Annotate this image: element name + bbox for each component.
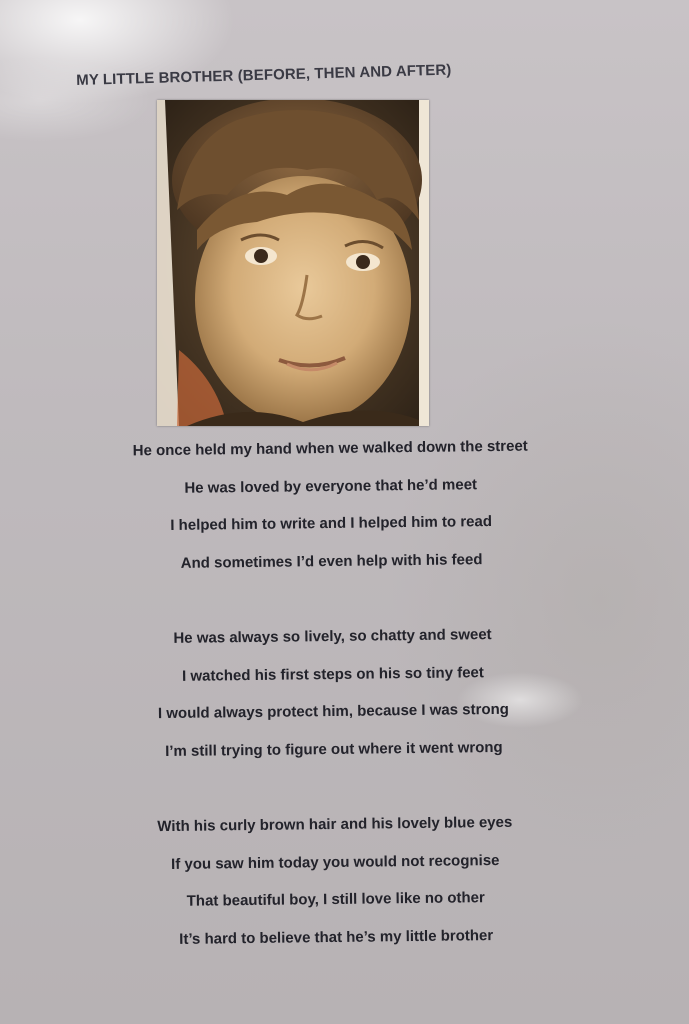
poem-line: If you saw him today you would not recognise <box>170 851 500 873</box>
poem-line: He was always so lively, so chatty and sweet <box>173 626 492 647</box>
poem-line: He once held my hand when we walked down the street <box>132 437 528 460</box>
poem-title: MY LITTLE BROTHER (BEFORE, THEN AND AFTER) <box>76 61 452 89</box>
poem-line: It’s hard to believe that he’s my little brother <box>179 926 494 948</box>
poem-line: I helped him to write and I helped him to read <box>170 513 493 534</box>
poem-body <box>60 427 606 960</box>
stanza-gap <box>64 765 604 810</box>
poem-line: I would always protect him, because I was strong <box>157 700 509 723</box>
poem-line: With his curly brown hair and his lovely blue eyes <box>157 813 513 836</box>
stanza-1 <box>60 427 602 584</box>
stanza-3 <box>65 803 607 960</box>
boy-portrait-photo <box>157 100 429 426</box>
poem-line: I watched his first steps on his so tiny feet <box>182 663 484 685</box>
poem-line: I’m still trying to figure out where it went wrong <box>165 738 503 760</box>
poem-line: That beautiful boy, I still love like no other <box>186 889 485 910</box>
stanza-2 <box>62 615 604 772</box>
poem-line: And sometimes I’d even help with his feed <box>180 550 483 572</box>
stanza-gap <box>62 577 602 622</box>
poem-line: He was loved by everyone that he’d meet <box>184 475 478 497</box>
